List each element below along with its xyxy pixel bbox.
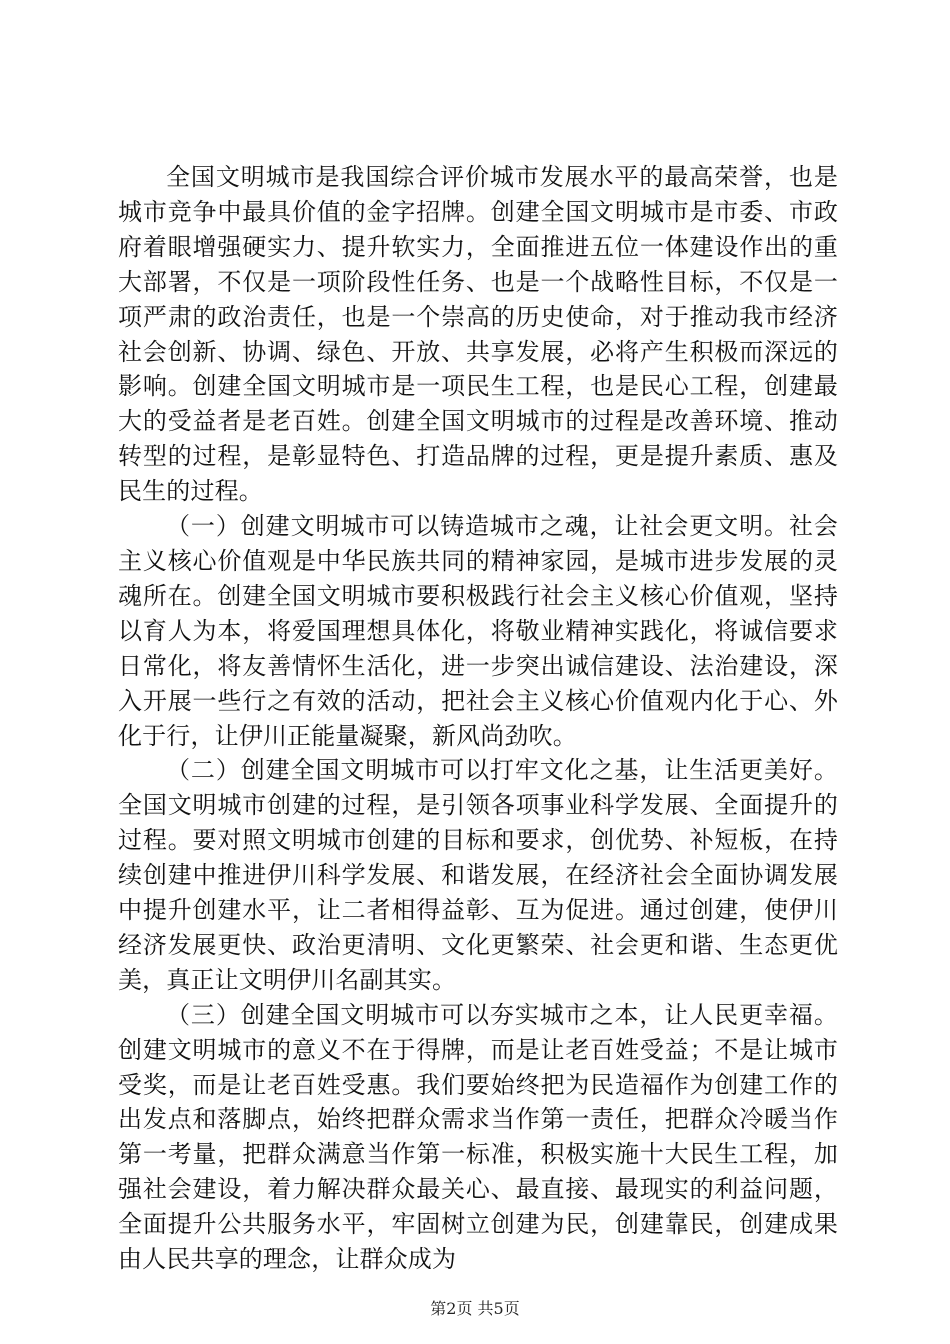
page-number-footer: 第2页 共5页 xyxy=(430,1299,520,1318)
paragraph-section-1: （一）创建文明城市可以铸造城市之魂，让社会更文明。社会主义核心价值观是中华民族共同的精神家园，是城市进步发展的灵魂所在。创建全国文明城市要积极践行社会主义核心价值观，坚持以育人为本，将爱国理想具体化，将敬业精神实践化，将诚信要求日常化，将友善情怀生活化，进一步突出诚信建设、法治建设，深入开展一些行之有效的活动，把社会主义核心价值观内化于心、外化于行，让伊川正能量凝聚，新风尚劲吹。 xyxy=(118,512,838,750)
paragraph-section-3: （三）创建全国文明城市可以夯实城市之本，让人民更幸福。创建文明城市的意义不在于得牌，而是让老百姓受益；不是让城市受奖，而是让老百姓受惠。我们要始终把为民造福作为创建工作的出发点和落脚点，始终把群众需求当作第一责任，把群众冷暖当作第一考量，把群众满意当作第一标准，积极实施十大民生工程，加强社会建设，着力解决群众最关心、最直接、最现实的利益问题，全面提升公共服务水平，牢固树立创建为民，创建靠民，创建成果由人民共享的理念，让群众成为 xyxy=(118,1000,838,1274)
document-body xyxy=(118,160,838,1277)
paragraph-section-2: （二）创建全国文明城市可以打牢文化之基，让生活更美好。全国文明城市创建的过程，是引领各项事业科学发展、全面提升的过程。要对照文明城市创建的目标和要求，创优势、补短板，在持续创建中推进伊川科学发展、和谐发展，在经济社会全面协调发展中提升创建水平，让二者相得益彰、互为促进。通过创建，使伊川经济发展更快、政治更清明、文化更繁荣、社会更和谐、生态更优美，真正让文明伊川名副其实。 xyxy=(118,756,838,994)
paragraph-intro: 全国文明城市是我国综合评价城市发展水平的最高荣誉，也是城市竞争中最具价值的金字招牌。创建全国文明城市是市委、市政府着眼增强硬实力、提升软实力，全面推进五位一体建设作出的重大部署，不仅是一项阶段性任务、也是一个战略性目标，不仅是一项严肃的政治责任，也是一个崇高的历史使命，对于推动我市经济社会创新、协调、绿色、开放、共享发展，必将产生积极而深远的影响。创建全国文明城市是一项民生工程，也是民心工程，创建最大的受益者是老百姓。创建全国文明城市的过程是改善环境、推动转型的过程，是彰显特色、打造品牌的过程，更是提升素质、惠及民生的过程。 xyxy=(118,163,838,506)
